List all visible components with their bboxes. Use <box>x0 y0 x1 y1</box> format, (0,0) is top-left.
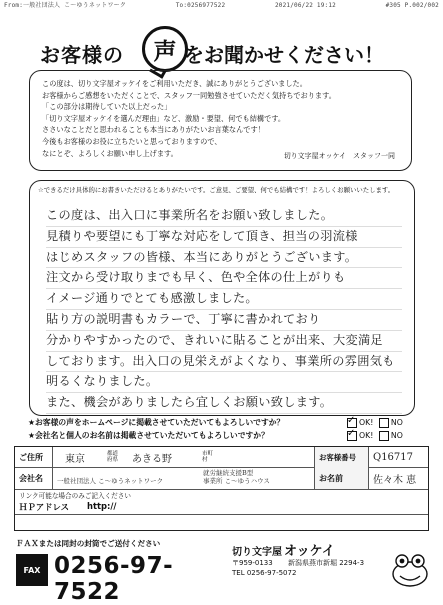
company-label: 会社名 <box>15 467 53 489</box>
feedback-line: 見積りや要望にも丁寧な対応をして頂き、担当の羽流様 <box>46 227 402 248</box>
customer-no-field[interactable]: Q16717 <box>373 451 414 463</box>
hp-label: ＨＰアドレス <box>19 502 69 512</box>
consent-names-options <box>347 430 403 442</box>
customer-no-label: お客様番号 <box>315 447 369 467</box>
fax-transmission-header <box>4 1 439 10</box>
feedback-line: 明るくなりました。 <box>46 372 402 393</box>
address-label: ご住所 <box>15 447 53 467</box>
feedback-line: また、機会がありましたら宜しくお願い致します。 <box>46 393 402 414</box>
feedback-line: この度は、出入口に事業所名をお願い致しました。 <box>46 206 402 227</box>
fax-page: #305 P.002/002 <box>385 2 439 9</box>
fax-footer <box>14 535 228 605</box>
ok-label: OK! <box>359 431 374 440</box>
intro-box <box>29 70 412 171</box>
consent-names-question: ★会社名と個人のお名前は掲載させていただいてもよろしいですか？ <box>28 431 269 440</box>
fax-from: From:一般社団法人 こ～ゆうネットワーク <box>4 2 127 9</box>
fax-icon <box>16 554 48 586</box>
feedback-line: はじめスタッフの皆様、本当にありがとうございます。 <box>46 248 402 269</box>
title-part-1: お客様の <box>40 43 124 67</box>
feedback-message-box[interactable] <box>29 180 415 416</box>
link-note: リンク可能な場合のみご記入ください <box>19 492 131 500</box>
feedback-line: 分かりやすかったので、きれいに貼ることが出来、大変満足 <box>46 331 402 352</box>
brand-main: オッケイ <box>284 544 335 559</box>
feedback-handwritten-text <box>46 206 402 414</box>
fax-to: To:0256977522 <box>175 2 226 9</box>
address-row <box>15 447 428 468</box>
intro-line: なにとぞ、よろしくお願い申し上げます。 <box>42 148 178 158</box>
feedback-line: 注文から受け取りまでも早く、色や全体の仕上がりも <box>46 268 402 289</box>
intro-line: 今後もお客様のお役に立ちたいと思っておりますので、 <box>42 136 222 146</box>
consent-homepage <box>28 417 428 429</box>
brand-name <box>232 540 335 559</box>
feedback-line: イメージ通りでとても感激しました。 <box>46 289 402 310</box>
intro-line: 「切り文字屋オッケイを選んだ理由」など、激励・要望、何でも結構です。 <box>42 113 286 123</box>
hp-field[interactable]: http:// <box>87 501 117 511</box>
name-label: お名前 <box>315 467 369 489</box>
city-suffix: 市町 村 <box>202 451 214 463</box>
address-pref: 東京 <box>65 453 85 465</box>
hp-row <box>15 500 428 515</box>
company-footer <box>232 540 432 594</box>
speech-bubble-icon <box>142 26 188 72</box>
frog-mascot-icon <box>390 552 430 588</box>
consent-homepage-no-checkbox[interactable] <box>379 418 389 428</box>
no-label: NO <box>390 418 403 427</box>
consent-names-ok-checkbox[interactable] <box>347 431 357 441</box>
link-note-row <box>15 489 428 500</box>
title-bubble-text: 声 <box>153 38 177 65</box>
intro-signature: 切り文字屋オッケイ スタッフ一同 <box>283 152 395 161</box>
intro-line: この度は、切り文字屋オッケイをご利用いただき、誠にありがとうございました。 <box>42 79 307 88</box>
company-row <box>15 467 428 490</box>
page-title <box>0 12 443 70</box>
consent-names <box>28 430 428 442</box>
feedback-instructions: ☆できるだけ具体的にお書きいただけるとありがたいです。ご意見、ご要望、何でも結構です！よろしくお願いいたします。 <box>38 186 395 194</box>
intro-line: ささいなことだと思われることも本当にありがたいお言葉なんです！ <box>42 125 265 135</box>
pref-suffix: 都道 府県 <box>107 451 119 463</box>
address-city: あきる野 <box>132 453 173 465</box>
company-address: 新潟県燕市新堀 2294-3 <box>288 559 365 567</box>
no-label: NO <box>390 431 403 440</box>
postal-code: 〒959-0133 <box>232 559 273 567</box>
name-field[interactable]: 佐々木 恵 <box>373 474 417 486</box>
company-tel: TEL 0256-97-5072 <box>232 569 297 577</box>
fax-number[interactable]: 0256-97-7522 <box>54 553 174 605</box>
fax-date: 2021/06/22 19:12 <box>274 2 336 9</box>
intro-line: 「この部分は期待していた以上だった」 <box>42 102 172 112</box>
customer-info-table <box>14 446 429 531</box>
intro-line: お客様からご感想をいただくことで、スタッフ一同勉強させていただく気持ちでおります。 <box>42 90 336 100</box>
consent-homepage-ok-checkbox[interactable] <box>347 418 357 428</box>
brand-prefix: 切り文字屋 <box>232 547 282 558</box>
company-note: 就労継続支援B型 <box>203 469 254 477</box>
consent-names-no-checkbox[interactable] <box>379 431 389 441</box>
consent-homepage-question: ★お客様の声をホームページに掲載させていただいてもよろしいですか？ <box>28 418 285 427</box>
company-field[interactable] <box>53 467 315 489</box>
title-part-2: をお聞かせください！ <box>184 43 384 67</box>
company-value-2: 事業所 こ～ゆうハウス <box>203 477 270 485</box>
company-value: 一般社団法人 こ～ゆうネットワーク <box>57 477 164 485</box>
feedback-line: 貼り方の説明書もカラーで、丁寧に書かれており <box>46 310 402 331</box>
ok-label: OK! <box>359 418 374 427</box>
feedback-line: しております。出入口の見栄えがよくなり、事業所の雰囲気も <box>46 352 402 373</box>
address-field[interactable] <box>53 447 315 467</box>
fax-badge-label: FAX <box>23 565 41 575</box>
fax-note: ＦＡＸまたは同封の封筒でご送付ください <box>16 539 161 548</box>
